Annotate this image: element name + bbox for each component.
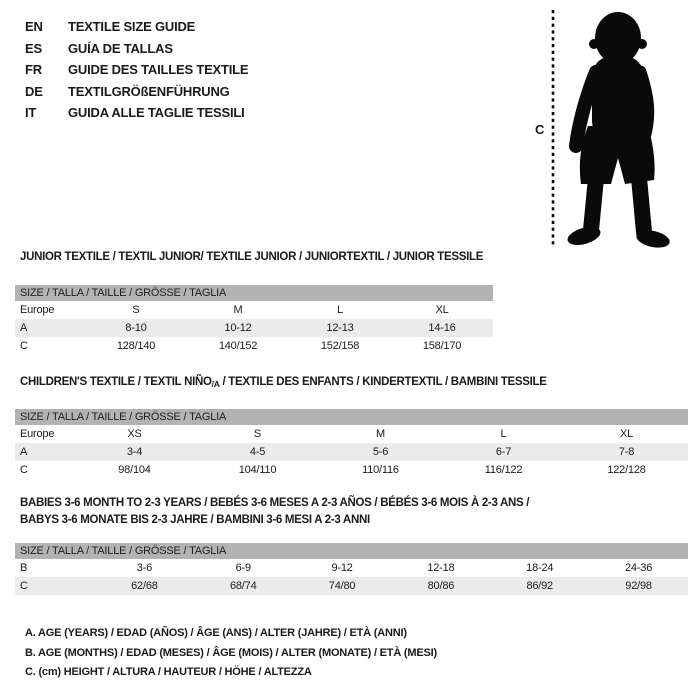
size-value: 74/80 <box>328 580 356 592</box>
size-value: M <box>376 428 385 440</box>
footnote-line: C. (cm) HEIGHT / ALTURA / HAUTEUR / HÖHE / ALTEZZA <box>25 666 312 678</box>
language-row <box>25 81 248 103</box>
size-table-junior-textile <box>15 249 493 355</box>
size-value: 68/74 <box>229 580 257 592</box>
language-code: DE <box>25 83 43 99</box>
size-value: 152/158 <box>320 340 360 352</box>
row-label: Europe <box>20 304 55 316</box>
row-label: Europe <box>20 428 55 440</box>
height-measure-label: C <box>535 122 545 137</box>
size-header-bar <box>15 543 688 559</box>
size-value: L <box>337 304 343 316</box>
size-value: 86/92 <box>526 580 553 592</box>
language-row <box>25 102 248 124</box>
language-title: GUÍA DE TALLAS <box>68 40 173 56</box>
table-title-text: CHILDREN'S TEXTILE / TEXTIL NIÑO <box>20 376 212 388</box>
size-value: S <box>132 304 140 316</box>
language-title: TEXTILGRÖßENFÜHRUNG <box>68 83 230 99</box>
table-row <box>15 577 688 595</box>
table-row <box>15 461 688 479</box>
table-row <box>15 301 493 319</box>
language-code: EN <box>25 19 43 35</box>
size-value: 6-9 <box>235 562 251 574</box>
row-label: A <box>20 322 28 334</box>
size-value: 14-16 <box>428 322 456 334</box>
baby-figure-block <box>532 8 698 248</box>
size-value: S <box>253 428 262 440</box>
language-row <box>25 38 248 60</box>
size-value: L <box>500 428 507 440</box>
language-title-list <box>25 16 248 124</box>
language-title: GUIDA ALLE TAGLIE TESSILI <box>68 105 245 121</box>
table-title-line <box>20 374 688 393</box>
size-value: 158/170 <box>422 340 462 352</box>
size-value: 62/68 <box>131 580 158 592</box>
table-title-text: BABIES 3-6 MONTH TO 2-3 YEARS / BEBÉS 3-6 MESES A 2-3 AÑOS / BÉBÉS 3-6 MOIS À 2-3 ANS / <box>20 497 530 509</box>
table-title-text: / TEXTILE DES ENFANTS / KINDERTEXTIL / BAMBINI TESSILE <box>219 376 547 388</box>
table-title-text: BABYS 3-6 MONATE BIS 2-3 JAHRE / BAMBINI 3-6 MESI A 2-3 ANNI <box>20 514 370 526</box>
table-row <box>15 559 688 577</box>
size-value: 80/86 <box>427 580 455 592</box>
size-value: XL <box>435 304 449 316</box>
size-value: 116/122 <box>484 464 523 476</box>
size-value: 140/152 <box>218 340 258 352</box>
table-title-line <box>20 495 688 512</box>
table-row <box>15 337 493 355</box>
size-value: 104/110 <box>238 464 277 476</box>
size-header-label: SIZE / TALLA / TAILLE / GRÖSSE / TAGLIA <box>20 287 227 299</box>
table-title <box>15 374 688 393</box>
size-value: 4-5 <box>249 446 266 458</box>
size-value: 7-8 <box>618 446 635 458</box>
size-value: 24-36 <box>624 562 653 574</box>
baby-height-figure <box>532 8 698 248</box>
size-value: 18-24 <box>526 562 554 574</box>
size-value: 92/98 <box>625 580 652 592</box>
row-label: C <box>20 464 28 476</box>
size-value: 3-4 <box>126 446 143 458</box>
language-row <box>25 59 248 81</box>
row-label: A <box>20 446 28 458</box>
table-row <box>15 425 688 443</box>
size-value: 3-6 <box>136 562 153 574</box>
size-value: 110/116 <box>362 464 399 476</box>
footnote-line: A. AGE (YEARS) / EDAD (AÑOS) / ÂGE (ANS) / ALTER (JAHRE) / ETÀ (ANNI) <box>25 627 407 639</box>
size-value: 12-18 <box>427 562 455 574</box>
language-title: GUIDE DES TAILLES TEXTILE <box>68 62 249 78</box>
row-label: B <box>20 562 28 574</box>
table-title-text: JUNIOR TEXTILE / TEXTIL JUNIOR/ TEXTILE JUNIOR / JUNIORTEXTIL / JUNIOR TESSILE <box>20 251 484 263</box>
size-value: 128/140 <box>116 340 156 352</box>
size-value: 9-12 <box>331 562 353 574</box>
size-value: 8-10 <box>125 322 147 334</box>
footnote-line: B. AGE (MONTHS) / EDAD (MESES) / ÂGE (MOIS) / ALTER (MONATE) / ETÀ (MESI) <box>25 646 437 659</box>
language-code: IT <box>25 105 37 121</box>
size-header-bar <box>15 409 688 425</box>
row-label: C <box>20 580 28 592</box>
table-title-text: /A <box>211 379 220 389</box>
size-value: 122/128 <box>607 464 646 476</box>
size-table-childrens-textile <box>15 374 688 479</box>
row-label: C <box>20 340 28 352</box>
size-header-label: SIZE / TALLA / TAILLE / GRÖSSE / TAGLIA <box>20 545 227 557</box>
table-row <box>15 319 493 337</box>
size-value: XL <box>619 428 634 440</box>
size-header-bar <box>15 285 493 301</box>
language-row <box>25 16 248 38</box>
language-title: TEXTILE SIZE GUIDE <box>68 19 196 35</box>
table-title-line <box>20 512 688 529</box>
size-value: 5-6 <box>372 446 389 458</box>
language-code: FR <box>25 62 42 78</box>
table-title <box>15 495 688 529</box>
size-value: 6-7 <box>495 446 512 458</box>
size-table-babies-textile <box>15 495 688 595</box>
table-title-line <box>20 249 493 266</box>
size-value: 10-12 <box>224 322 252 334</box>
size-value: XS <box>127 428 142 440</box>
table-title <box>15 249 493 266</box>
baby-silhouette-icon <box>565 12 671 248</box>
size-value: 12-13 <box>326 322 354 334</box>
size-value: M <box>233 304 243 316</box>
size-value: 98/104 <box>118 464 151 476</box>
footnotes <box>25 624 437 683</box>
table-row <box>15 443 688 461</box>
size-header-label: SIZE / TALLA / TAILLE / GRÖSSE / TAGLIA <box>20 411 227 423</box>
language-code: ES <box>25 40 42 56</box>
